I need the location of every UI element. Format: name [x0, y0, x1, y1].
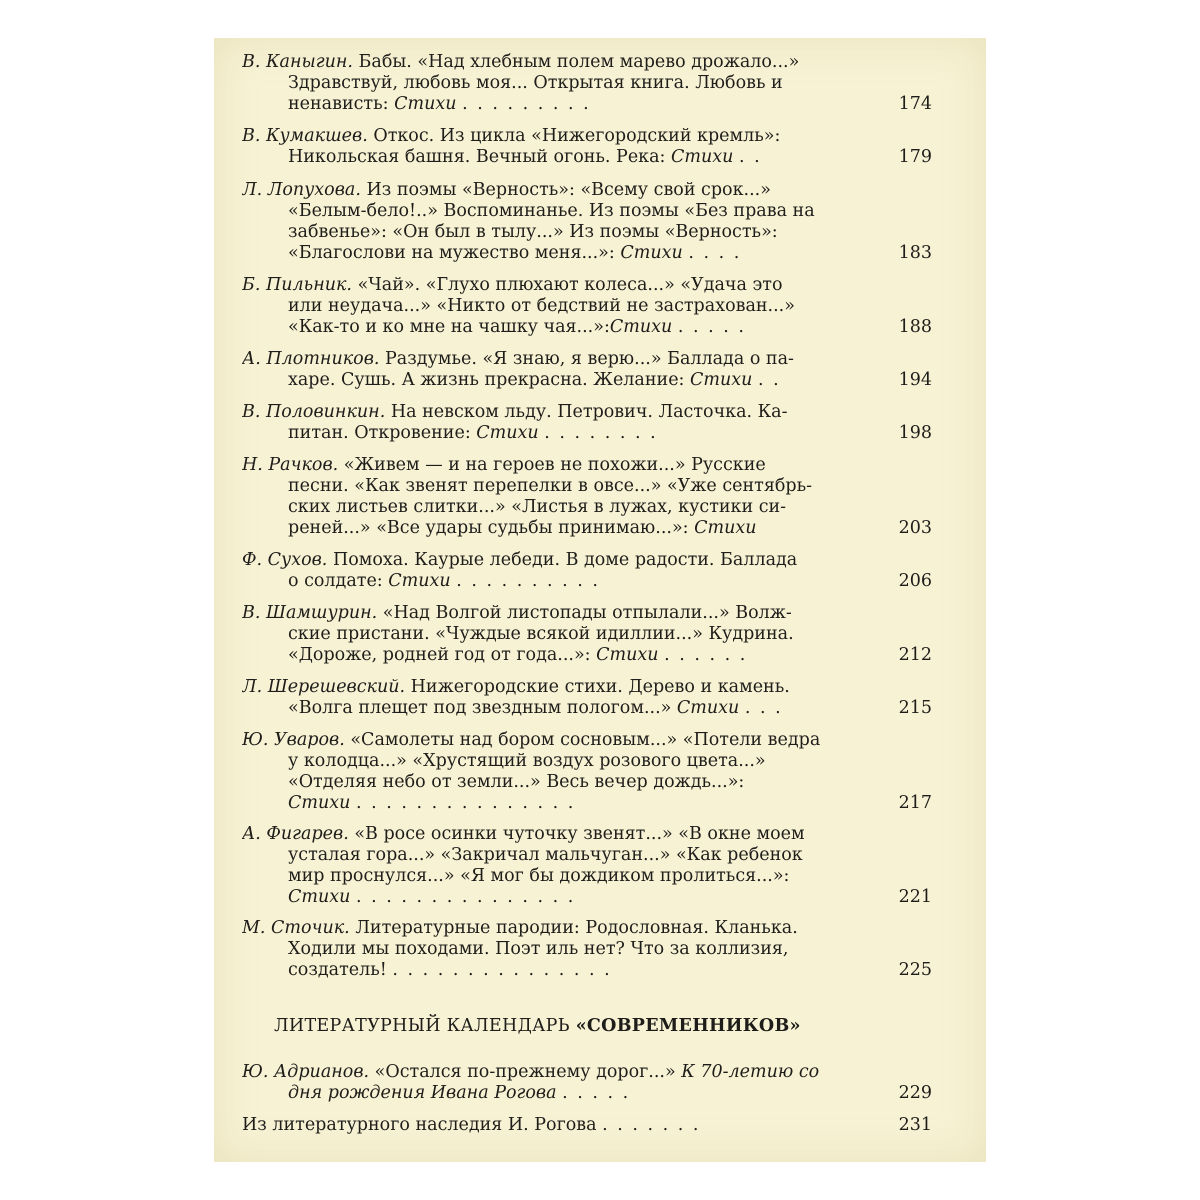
page-number: 194 — [898, 370, 932, 390]
toc-entry — [242, 677, 932, 719]
toc-entry — [242, 180, 932, 264]
entry-text: «Волга плещет под звездным пологом...» — [288, 698, 677, 718]
toc-entry — [242, 455, 932, 539]
page-number: 215 — [898, 698, 932, 718]
leader-dots: . . . . . . . — [602, 1115, 701, 1135]
toc-entry — [242, 824, 932, 908]
entry-text: Здравствуй, любовь моя... Открытая книга. Любовь и — [288, 73, 783, 93]
leader-dots: . . . . . — [562, 1083, 631, 1103]
section-heading — [274, 1016, 914, 1036]
entry-text: у колодца...» «Хрустящий воздух розового цвета...» — [288, 751, 766, 771]
leader-dots: . . . . . . . . . . . . . . . — [355, 793, 576, 813]
toc-entry — [242, 349, 932, 391]
leader-dots: . . . . . . — [664, 645, 748, 665]
entry-text: «Белым-бело!..» Воспоминанье. Из поэмы «Без права на — [288, 201, 815, 221]
entry-text: Из литературного наследия И. Рогова — [242, 1115, 597, 1135]
entry-text: усталая гора...» «Закричал мальчуган...» «Как ребенок — [288, 845, 803, 865]
entry-text: песни. «Как звенят перепелки в овсе...» «Уже сентябрь- — [288, 476, 813, 496]
section-heading-bold: «СОВРЕМЕННИКОВ» — [575, 1016, 801, 1036]
toc-entry — [242, 402, 932, 444]
page-number: 174 — [898, 94, 932, 114]
leader-dots: . . . . . — [677, 317, 746, 337]
leader-dots: . . . . . . . . . . . . . . . — [355, 887, 576, 907]
entry-text: На невском льду. Петрович. Ласточка. Ка- — [390, 402, 788, 422]
toc-entry — [242, 52, 932, 115]
section-heading-text: ЛИТЕРАТУРНЫЙ КАЛЕНДАРЬ — [274, 1016, 576, 1036]
entry-text: харе. Сушь. А жизнь прекрасна. Желание: — [288, 370, 691, 390]
toc-entry — [242, 918, 932, 981]
toc-entry — [242, 275, 932, 338]
entry-text: Нижегородские стихи. Дерево и камень. — [410, 677, 790, 697]
entry-text: Из поэмы «Верность»: «Всему свой срок...» — [366, 180, 771, 200]
leader-dots: . . . . — [688, 243, 742, 263]
toc-entry — [242, 1115, 932, 1136]
entry-author: М. Сточик. — [242, 918, 350, 938]
entry-author: В. Половинкин. — [242, 402, 386, 422]
entry-text: «Как-то и ко мне на чашку чая...»: — [288, 317, 610, 337]
page-number: 188 — [898, 317, 932, 337]
entry-text: ские пристани. «Чуждые всякой идиллии...» Кудрина. — [288, 624, 794, 644]
entry-text: Никольская башня. Вечный огонь. Река: — [288, 147, 672, 167]
leader-dots: . . . . . . . . . . . . . . . — [392, 960, 612, 980]
entry-author: Б. Пильник. — [242, 275, 352, 295]
entry-text: Раздумье. «Я знаю, я верю...» Баллада о па- — [385, 349, 794, 369]
leader-dots: . . — [758, 370, 781, 390]
entry-text: «Чай». «Глухо плюхают колеса...» «Удача это — [357, 275, 783, 295]
entry-text: «Остался по-прежнему дорог...» — [374, 1062, 682, 1082]
entry-genre: Стихи — [671, 147, 734, 167]
leader-dots: . . — [739, 147, 762, 167]
book-page — [214, 38, 986, 1162]
entry-text: Откос. Из цикла «Нижегородский кремль»: — [373, 126, 781, 146]
entry-italic-note: дня рождения Ивана Рогова — [288, 1083, 557, 1103]
entry-text: Бабы. «Над хлебным полем марево дрожало...» — [358, 52, 800, 72]
entry-genre: Стихи — [609, 317, 673, 337]
entry-text: «Отделяя небо от земли...» Весь вечер дождь...»: — [288, 772, 745, 792]
leader-dots: . . . — [744, 698, 783, 718]
entry-text: о солдате: — [288, 571, 389, 591]
entry-text: питан. Откровение: — [288, 423, 477, 443]
entry-author: Ю. Уваров. — [242, 730, 345, 750]
leader-dots: . . . . . . . . — [544, 423, 658, 443]
page-number: 217 — [898, 793, 932, 813]
entry-author: В. Кумакшев. — [242, 126, 368, 146]
entry-text: «В росе осинки чуточку звенят...» «В окне моем — [354, 824, 805, 844]
entry-genre: Стихи — [388, 571, 451, 591]
entry-text: ских листьев слитки...» «Листья в лужах, кустики си- — [288, 497, 787, 517]
entry-text: Литературные пародии: Родословная. Кланька. — [355, 918, 798, 938]
page-number: 212 — [898, 645, 932, 665]
entry-genre: Стихи — [690, 370, 753, 390]
toc-entry — [242, 126, 932, 168]
entry-genre: Стихи — [620, 243, 683, 263]
toc-entry — [242, 550, 932, 592]
entry-text: создатель! — [288, 960, 393, 980]
page-number: 206 — [898, 571, 932, 591]
entry-author: А. Фигарев. — [242, 824, 349, 844]
toc-entry — [242, 603, 932, 666]
entry-text: «Над Волгой листопады отпылали...» Волж- — [382, 603, 792, 623]
entry-text: «Живем — и на героев не похожи...» Русские — [343, 455, 766, 475]
leader-dots: . . . . . . . . . . — [456, 571, 600, 591]
page-number: 179 — [898, 147, 932, 167]
entry-author: Л. Лопухова. — [242, 180, 361, 200]
entry-text: ненависть: — [288, 94, 395, 114]
entry-author: Ю. Адрианов. — [242, 1062, 370, 1082]
entry-text: «Самолеты над бором сосновым...» «Потели ведра — [350, 730, 821, 750]
page-number: 229 — [898, 1083, 932, 1103]
entry-genre: Стихи — [596, 645, 659, 665]
page-number: 231 — [898, 1115, 932, 1135]
page-number: 183 — [898, 243, 932, 263]
entry-text: «Дороже, родней год от года...»: — [288, 645, 597, 665]
entry-genre: Стихи — [288, 887, 351, 907]
entry-author: В. Каныгин. — [242, 52, 353, 72]
entry-text: Ходили мы походами. Поэт иль нет? Что за коллизия, — [288, 939, 789, 959]
entry-author: А. Плотников. — [242, 349, 380, 369]
entry-text: реней...» «Все удары судьбы принимаю...»: — [288, 518, 695, 538]
entry-genre: Стихи — [476, 423, 539, 443]
entry-author: Н. Рачков. — [242, 455, 339, 475]
entry-author: В. Шамшурин. — [242, 603, 378, 623]
entry-author: Л. Шерешевский. — [242, 677, 406, 697]
entry-text: мир проснулся...» «Я мог бы дождиком пролиться...»: — [288, 866, 790, 886]
entry-genre: Стихи — [694, 518, 757, 538]
entry-genre: Стихи — [394, 94, 457, 114]
entry-text: Помоха. Каурые лебеди. В доме радости. Баллада — [332, 550, 798, 570]
entry-author: Ф. Сухов. — [242, 550, 328, 570]
entry-genre: Стихи — [288, 793, 351, 813]
entry-text: забвенье»: «Он был в тылу...» Из поэмы «Верность»: — [288, 222, 778, 242]
page-number: 225 — [898, 960, 932, 980]
entry-genre: Стихи — [676, 698, 740, 718]
toc-entry — [242, 730, 932, 814]
page-number: 198 — [898, 423, 932, 443]
page-number: 203 — [898, 518, 932, 538]
page-number: 221 — [898, 887, 932, 907]
toc-entry — [242, 1062, 932, 1104]
entry-italic-note: К 70-летию со — [681, 1062, 820, 1082]
leader-dots: . . . . . . . . . — [462, 94, 591, 114]
entry-text: или неудача...» «Никто от бедствий не застрахован...» — [288, 296, 795, 316]
entry-text: «Благослови на мужество меня...»: — [288, 243, 621, 263]
